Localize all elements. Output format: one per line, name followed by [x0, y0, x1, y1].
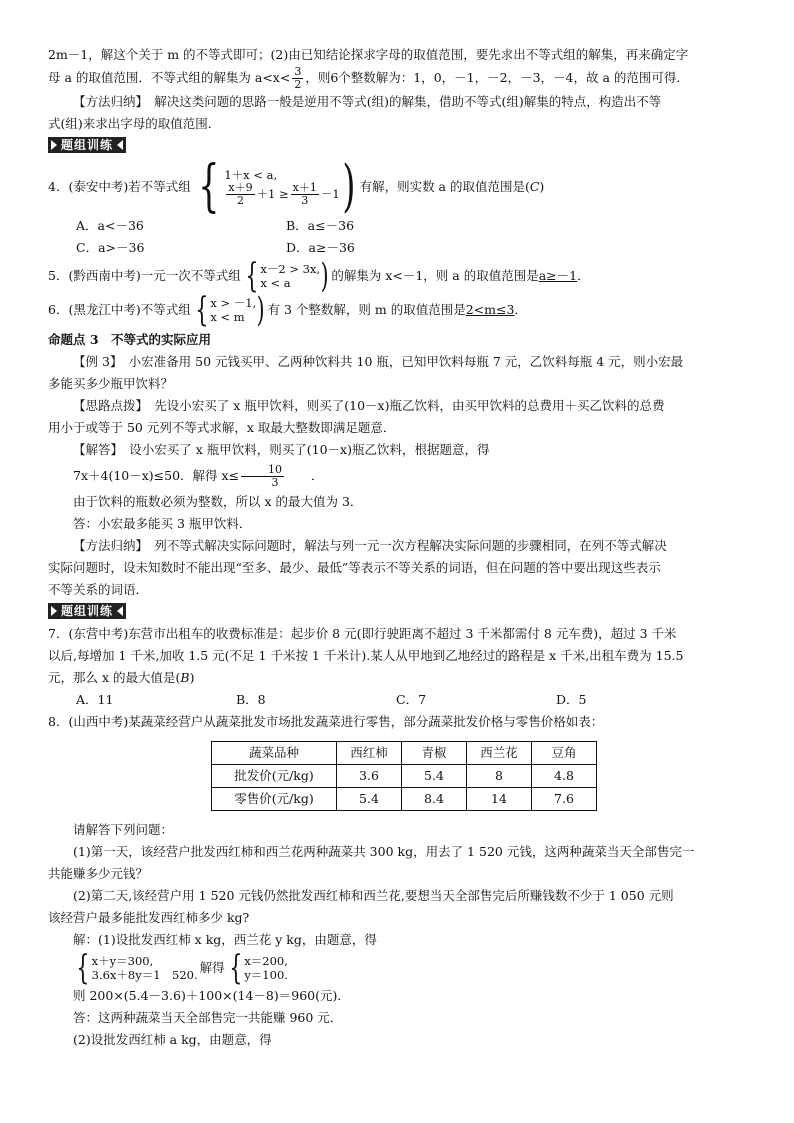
document-page: [48, 44, 748, 1051]
section-title: 命题点 3 不等式的实际应用: [48, 332, 212, 347]
solution: 【解答】 设小宏买了 x 瓶甲饮料，则买了(10－x)瓶乙饮料，根据题意，得: [73, 442, 490, 457]
drill-label: 题组训练: [48, 137, 126, 153]
option-a: A．a<－36: [76, 218, 144, 233]
triangle-right-icon: [51, 140, 57, 150]
method-summary-1b: 式(组)来求出字母的取值范围．: [48, 116, 221, 131]
part-2b: 该经营户最多能批发西红柿多少 kg?: [48, 910, 250, 925]
question-7-line-2: 以后,每增加 1 千米,加收 1.5 元(不足 1 千米按 1 千米计).某人从甲地到乙地经过的路程是 x 千米,出租车费为 15.5: [48, 648, 684, 663]
q7-options: [48, 689, 748, 711]
answer-choice: B: [180, 670, 190, 685]
table-row: 零售价(元/kg) 5.4 8.4 14 7.6: [212, 788, 597, 811]
question-7-line-3: 元，那么 x 的最大值是(B): [48, 670, 195, 685]
option-d: D．a≥－36: [286, 240, 355, 255]
triangle-left-icon: [117, 140, 123, 150]
table-header-row: 蔬菜品种 西红柿 青椒 西兰花 豆角: [212, 742, 597, 765]
method-summary-1: 【方法归纳】 解决这类问题的思路一般是逆用不等式(组)的解集，借助不等式(组)解集的特点，构造出不等: [73, 94, 662, 109]
triangle-left-icon: [117, 606, 123, 616]
drill-label: 题组训练: [48, 603, 126, 619]
answer-blank: a≥－1: [538, 268, 578, 283]
option-a: A．11: [76, 692, 114, 707]
question-6: 6．(黑龙江中考)不等式组 { x > －1, x < m ) 有 3 个整数解，则 m 的取值范围是 2<m≤3 ．: [48, 290, 527, 330]
option-d: D．5: [556, 692, 587, 707]
method-summary-2: 【方法归纳】 列不等式解决实际问题时，解法与列一元一次方程解决实际问题的步骤相同，在列不等式解决: [73, 538, 667, 553]
conclusion-2: 答：小宏最多能买 3 瓶甲饮料．: [73, 516, 252, 531]
q4-options: [48, 215, 748, 259]
method-summary-2b: 实际问题时，设未知数时不能出现“至多、最少、最低”等表示不等关系的词语，但在问题的答中要出现这些表示: [48, 560, 661, 575]
answer-blank: 2<m≤3: [465, 302, 515, 317]
inequality-system: { 1＋x < a, $\frac{x+9}{2}$ ＋1 ≥ $\frac{x+1}{3}$ －1 ): [197, 154, 356, 219]
part-2: (2)第二天,该经营户用 1 520 元钱仍然批发西红柿和西兰花,要想当天全部售完后所赚钱数不少于 1 050 元则: [73, 888, 674, 903]
example-3: 【例 3】 小宏准备用 50 元钱买甲、乙两种饮料共 10 瓶，已知甲饮料每瓶 7 元，乙饮料每瓶 4 元，则小宏最: [73, 354, 684, 369]
table-row: 批发价(元/kg) 3.6 5.4 8 4.8: [212, 765, 597, 788]
equation-system: { x＋y＝300, 3.6x＋8y＝1 520. 解得 { x＝200, y＝100.: [76, 948, 288, 988]
option-c: C．7: [396, 692, 427, 707]
vegetable-price-table: [211, 741, 597, 811]
hint-2: 用小于或等于 50 元列不等式求解，x 取最大整数即满足题意．: [48, 420, 396, 435]
fraction: $\frac{3}{2}$: [294, 65, 302, 91]
part-1b: 共能赚多少元钱？: [48, 866, 149, 881]
question-4: 4．(泰安中考)若不等式组 { 1＋x < a, $\frac{x+9}{2}$ ＋1 ≥ $\frac{x+1}{3}$ －1 ) 有解，则实数 a 的取值范围是( C ): [48, 154, 545, 219]
prompt: 请解答下列问题：: [73, 822, 174, 837]
calculation: 则 200×(5.4－3.6)＋100×(14－8)＝960(元)．: [73, 988, 350, 1003]
option-c: C．a>－36: [76, 240, 145, 255]
option-b: B．a≤－36: [286, 218, 355, 233]
part-1: (1)第一天，该经营户批发西红柿和西兰花两种蔬菜共 300 kg，用去了 1 520 元钱，这两种蔬菜当天全部售完一: [73, 844, 695, 859]
solution-2: (2)设批发西红柿 a kg，由题意，得: [73, 1032, 272, 1047]
answer-choice: C: [529, 179, 540, 194]
question-8: 8．(山西中考)某蔬菜经营户从蔬菜批发市场批发蔬菜进行零售，部分蔬菜批发价格与零售价格如表：: [48, 714, 604, 729]
solution-1: 解：(1)设批发西红柿 x kg，西兰花 y kg，由题意，得: [73, 932, 377, 947]
intro-line-2: 母 a 的取值范围．不等式组的解集为 a<x< $\frac{3}{2}$ ，则6个整数解为：1，0，－1，－2，－3，－4，故 a 的范围可得．: [48, 65, 689, 91]
example-3b: 多能买多少瓶甲饮料？: [48, 376, 174, 391]
conclusion-1: 由于饮料的瓶数必须为整数，所以 x 的最大值为 3．: [73, 494, 363, 509]
hint: 【思路点拨】 先设小宏买了 x 瓶甲饮料，则买了(10－x)瓶乙饮料，由买甲饮料的总费用＋买乙饮料的总费: [73, 398, 665, 413]
question-7-line-1: 7．(东营中考)东营市出租车的收费标准是：起步价 8 元(即行驶距离不超过 3 千米都需付 8 元车费)，超过 3 千米: [48, 626, 677, 641]
question-5: 5．(黔西南中考)一元一次不等式组 { x－2 > 3x, x < a ) 的解集为 x<－1，则 a 的取值范围是 a≥－1 ．: [48, 256, 590, 296]
answer-1: 答：这两种蔬菜当天全部售完一共能赚 960 元．: [73, 1010, 343, 1025]
triangle-right-icon: [51, 606, 57, 616]
option-b: B．8: [236, 692, 266, 707]
equation: 7x＋4(10－x)≤50．解得 x≤ $\frac{10}{3}$ ．: [73, 462, 324, 489]
intro-line-1: 2m－1，解这个关于 m 的不等式即可；(2)由已知结论探求字母的取值范围，要先求出不等式组的解集，再来确定字: [48, 47, 689, 62]
method-summary-2c: 不等关系的词语．: [48, 582, 149, 597]
